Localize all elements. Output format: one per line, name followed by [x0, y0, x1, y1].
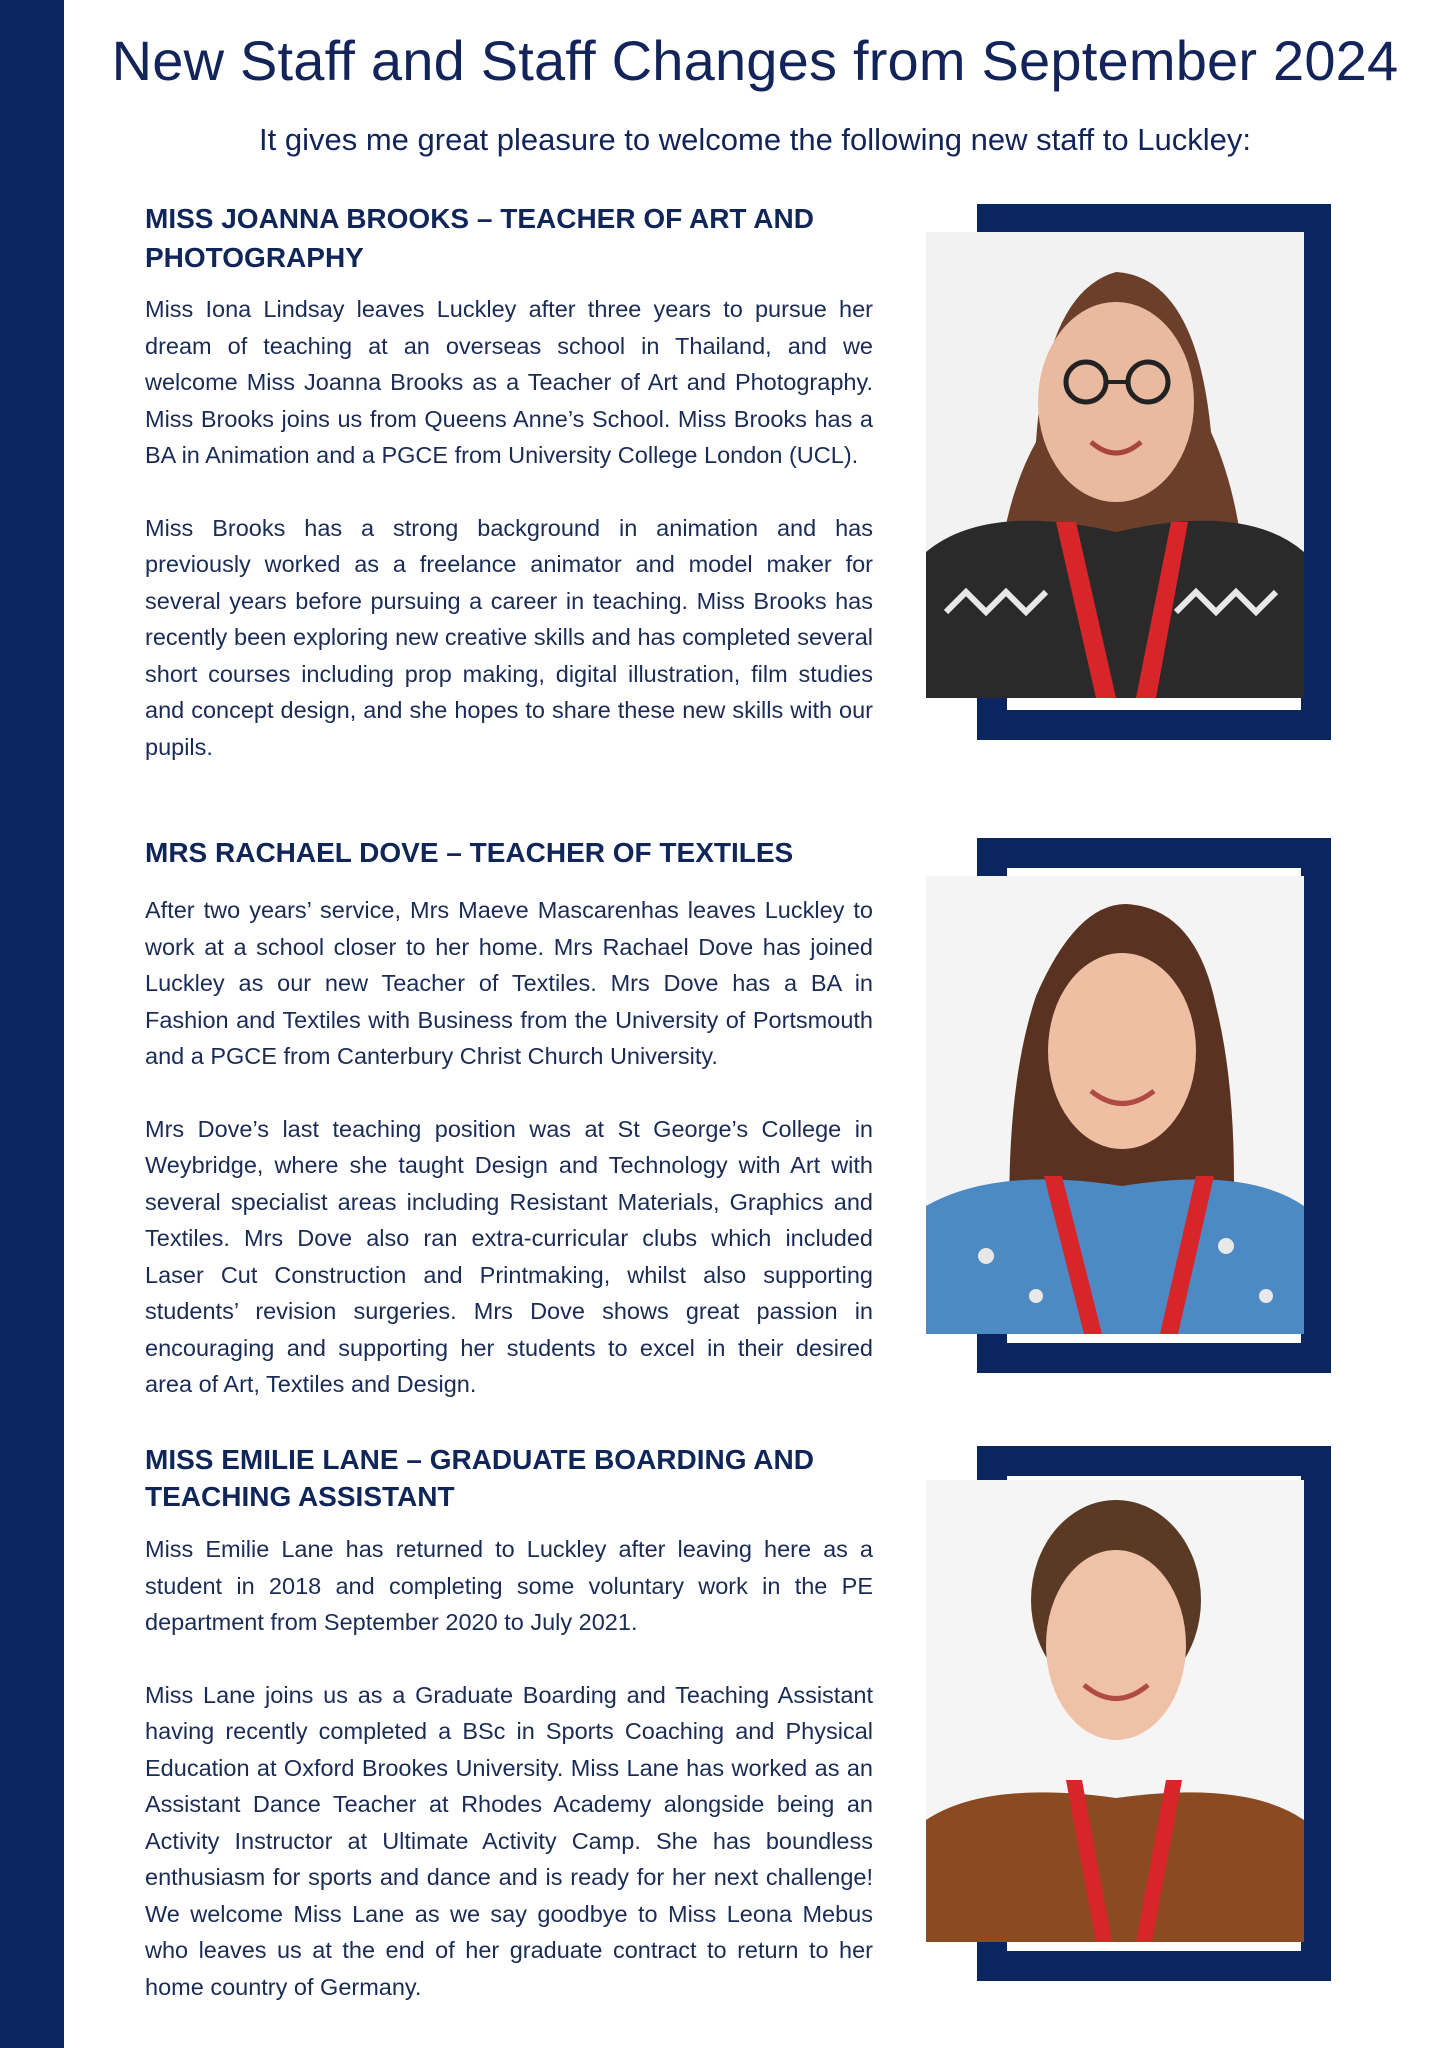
staff-section-lane [145, 1441, 873, 2005]
section-paragraph: Miss Emilie Lane has returned to Luckley after leaving here as a student in 2018 and completing some voluntary work in the PE department from September 2020 to July 2021. [145, 1536, 873, 1635]
section-paragraph: Miss Brooks has a strong background in animation and has previously worked as a freelance animator and model maker for several years before pursuing a career in teaching. Miss Brooks has recently been exploring new creative skills and has completed several short courses including prop making, digital illustration, film studies and concept design, and she hopes to share these new skills with our pupils. [145, 514, 873, 760]
portrait-photo-icon [926, 232, 1304, 698]
page-title: New Staff and Staff Changes from September 2024 [111, 29, 1399, 92]
section-heading-line: MISS JOANNA BROOKS – TEACHER OF ART AND [145, 203, 814, 234]
section-heading [145, 1441, 873, 1515]
staff-section-dove [145, 833, 873, 1403]
staff-section-brooks [145, 199, 873, 765]
section-heading [145, 833, 873, 872]
section-paragraph: After two years’ service, Mrs Maeve Mascarenhas leaves Luckley to work at a school closer to her home. Mrs Rachael Dove has joined Luckley as our new Teacher of Textiles. Mrs Dove has a BA in Fashion and Textiles with Business from the University of Portsmouth and a PGCE from Canterbury Christ Church University. [145, 897, 873, 1069]
section-heading-line: TEACHING ASSISTANT [145, 1481, 455, 1512]
section-heading-line: MRS RACHAEL DOVE – TEACHER OF TEXTILES [145, 837, 794, 868]
portrait-photo-icon [926, 1480, 1304, 1942]
section-paragraph: Miss Lane joins us as a Graduate Boarding and Teaching Assistant having recently completed a BSc in Sports Coaching and Physical Education at Oxford Brookes University. Miss Lane has worked as an Assistant Dance Teacher at Rhodes Academy alongside being an Activity Instructor at Ultimate Activity Camp. She has boundless enthusiasm for sports and dance and is ready for her next challenge! We welcome Miss Lane as we say goodbye to Miss Leona Mebus who leaves us at the end of her graduate contract to return to her home country of Germany. [145, 1681, 873, 2000]
section-paragraph: Mrs Dove’s last teaching position was at St George’s College in Weybridge, where she taught Design and Technology with Art with several specialist areas including Resistant Materials, Graphics and Textiles. Mrs Dove also ran extra-curricular clubs which included Laser Cut Construction and Printmaking, whilst also supporting students’ revision surgeries. Mrs Dove shows great passion in encouraging and supporting her students to excel in their desired area of Art, Textiles and Design. [145, 1115, 873, 1397]
section-heading-line: MISS EMILIE LANE – GRADUATE BOARDING AND [145, 1444, 814, 1475]
section-heading-line: PHOTOGRAPHY [145, 242, 364, 273]
section-heading [145, 199, 873, 277]
page-subtitle: It gives me great pleasure to welcome the following new staff to Luckley: [259, 122, 1251, 157]
left-accent-bar [0, 0, 64, 2048]
portrait-photo-icon [926, 876, 1304, 1334]
section-paragraph: Miss Iona Lindsay leaves Luckley after three years to pursue her dream of teaching at an overseas school in Thailand, and we welcome Miss Joanna Brooks as a Teacher of Art and Photography. Miss Brooks joins us from Queens Anne’s School. Miss Brooks has a BA in Animation and a PGCE from University College London (UCL). [145, 296, 873, 468]
